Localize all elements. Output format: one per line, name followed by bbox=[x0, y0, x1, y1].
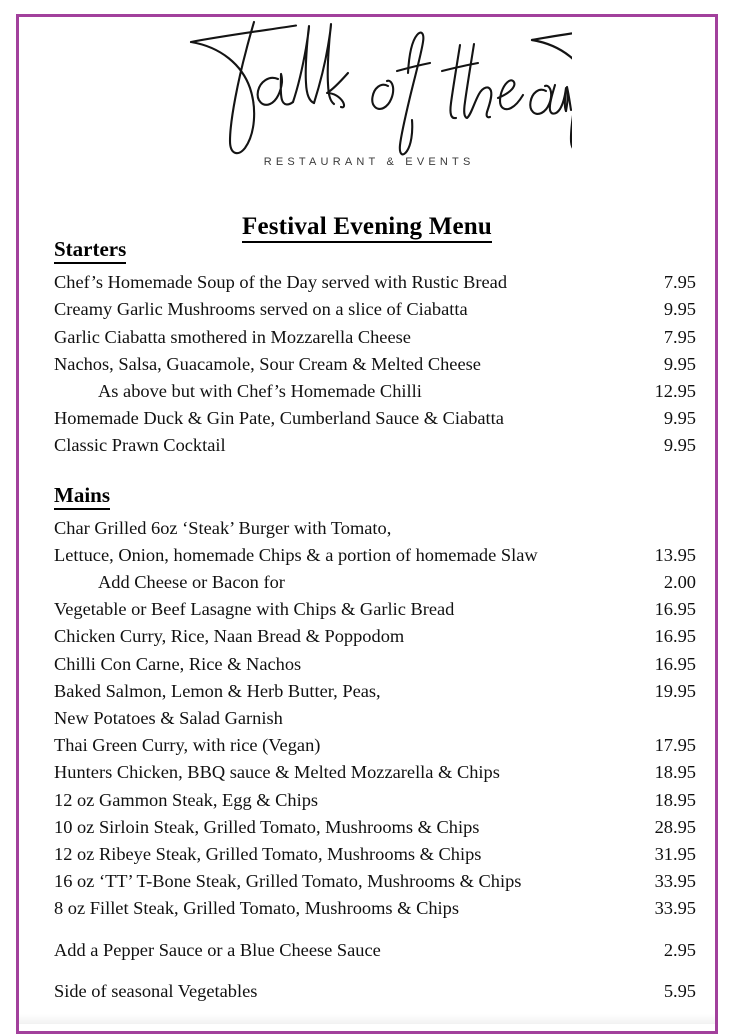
menu-item-name: Classic Prawn Cocktail bbox=[54, 435, 226, 456]
masthead bbox=[19, 12, 715, 168]
menu-item-price: 5.95 bbox=[663, 980, 696, 1001]
menu-item-row bbox=[54, 405, 696, 432]
menu-item-row bbox=[54, 296, 696, 323]
menu-item-name: Chef’s Homemade Soup of the Day served with Rustic Bread bbox=[54, 272, 508, 293]
page-bottom-edge bbox=[19, 1014, 715, 1024]
menu-item-row bbox=[54, 596, 696, 623]
menu-item-name: New Potatoes & Salad Garnish bbox=[54, 708, 283, 729]
menu-item-name: Creamy Garlic Mushrooms served on a slice of Ciabatta bbox=[54, 299, 468, 320]
menu-item-name: Baked Salmon, Lemon & Herb Butter, Peas, bbox=[54, 680, 381, 701]
menu-item-row bbox=[54, 787, 696, 814]
menu-item-price: 9.95 bbox=[663, 408, 696, 429]
menu-item-price: 9.95 bbox=[663, 435, 696, 456]
menu-item-name: Thai Green Curry, with rice (Vegan) bbox=[54, 735, 321, 756]
menu-item-price: 33.95 bbox=[654, 898, 696, 919]
menu-item-price: 31.95 bbox=[654, 844, 696, 865]
menu-item-name: Homemade Duck & Gin Pate, Cumberland Sauce & Ciabatta bbox=[54, 408, 504, 429]
logo-tagline: RESTAURANT & EVENTS bbox=[263, 156, 475, 168]
menu-item-name: Add Cheese or Bacon for bbox=[98, 572, 285, 593]
menu-item-name: As above but with Chef’s Homemade Chilli bbox=[98, 380, 422, 401]
menu-item-name: 10 oz Sirloin Steak, Grilled Tomato, Mushrooms & Chips bbox=[54, 816, 480, 837]
menu-item-row bbox=[54, 351, 696, 378]
menu-item-price: 16.95 bbox=[654, 626, 696, 647]
menu-item-name: Chilli Con Carne, Rice & Nachos bbox=[54, 653, 302, 674]
menu-item-row bbox=[54, 378, 696, 405]
menu-item-row bbox=[54, 814, 696, 841]
menu-item-name: Chicken Curry, Rice, Naan Bread & Poppodom bbox=[54, 626, 405, 647]
menu-item-row bbox=[54, 841, 696, 868]
menu-item-row bbox=[54, 705, 696, 732]
menu-item-price: 9.95 bbox=[663, 353, 696, 374]
menu-item-row bbox=[54, 895, 696, 922]
menu-item-row bbox=[54, 759, 696, 786]
menu-item-price: 17.95 bbox=[654, 735, 696, 756]
menu-item-row bbox=[54, 432, 696, 459]
menu-section bbox=[54, 484, 696, 1006]
menu-item-name: Char Grilled 6oz ‘Steak’ Burger with Tomato, bbox=[54, 517, 392, 538]
menu-item-price: 33.95 bbox=[654, 871, 696, 892]
menu-item-price: 2.95 bbox=[663, 939, 696, 960]
menu-item-name: 16 oz ‘TT’ T-Bone Steak, Grilled Tomato, Mushrooms & Chips bbox=[54, 871, 522, 892]
talk-of-the-town-logo bbox=[162, 12, 572, 160]
section-heading bbox=[54, 484, 696, 507]
menu-item-name: 12 oz Gammon Steak, Egg & Chips bbox=[54, 789, 319, 810]
section-heading bbox=[54, 238, 696, 261]
menu-item-row bbox=[54, 515, 696, 542]
menu-item-name: Nachos, Salsa, Guacamole, Sour Cream & Melted Cheese bbox=[54, 353, 481, 374]
menu-item-name: Garlic Ciabatta smothered in Mozzarella Cheese bbox=[54, 326, 411, 347]
menu-item-name: Vegetable or Beef Lasagne with Chips & Garlic Bread bbox=[54, 599, 455, 620]
menu-item-row bbox=[54, 324, 696, 351]
menu-item-name: 8 oz Fillet Steak, Grilled Tomato, Mushrooms & Chips bbox=[54, 898, 459, 919]
menu-item-name: Hunters Chicken, BBQ sauce & Melted Mozzarella & Chips bbox=[54, 762, 500, 783]
menu-item-row bbox=[54, 732, 696, 759]
menu-item-row bbox=[54, 678, 696, 705]
menu-item-price: 12.95 bbox=[654, 380, 696, 401]
menu-item-price: 19.95 bbox=[654, 680, 696, 701]
menu-item-row bbox=[54, 542, 696, 569]
menu-item-price: 16.95 bbox=[654, 599, 696, 620]
menu-item-price: 18.95 bbox=[654, 789, 696, 810]
menu-item-price: 16.95 bbox=[654, 653, 696, 674]
menu-item-row bbox=[54, 978, 696, 1005]
menu-item-price: 2.00 bbox=[663, 572, 696, 593]
menu-section bbox=[54, 238, 696, 460]
menu-item-name: Add a Pepper Sauce or a Blue Cheese Sauce bbox=[54, 939, 381, 960]
menu-sections bbox=[54, 238, 696, 1005]
menu-item-row bbox=[54, 868, 696, 895]
menu-item-price: 18.95 bbox=[654, 762, 696, 783]
menu-item-price: 13.95 bbox=[654, 544, 696, 565]
menu-item-row bbox=[54, 651, 696, 678]
menu-item-row bbox=[54, 623, 696, 650]
menu-item-row bbox=[54, 269, 696, 296]
menu-item-name: 12 oz Ribeye Steak, Grilled Tomato, Mushrooms & Chips bbox=[54, 844, 482, 865]
menu-item-name: Side of seasonal Vegetables bbox=[54, 980, 258, 1001]
menu-item-price: 7.95 bbox=[663, 326, 696, 347]
menu-item-row bbox=[54, 937, 696, 964]
menu-item-name: Lettuce, Onion, homemade Chips & a portion of homemade Slaw bbox=[54, 544, 538, 565]
section-heading-text: Mains bbox=[54, 483, 110, 510]
menu-item-price: 9.95 bbox=[663, 299, 696, 320]
menu-title-text: Festival Evening Menu bbox=[242, 213, 492, 243]
menu-item-price: 7.95 bbox=[663, 272, 696, 293]
menu-item-price: 28.95 bbox=[654, 816, 696, 837]
section-heading-text: Starters bbox=[54, 237, 126, 264]
menu-item-row bbox=[54, 569, 696, 596]
